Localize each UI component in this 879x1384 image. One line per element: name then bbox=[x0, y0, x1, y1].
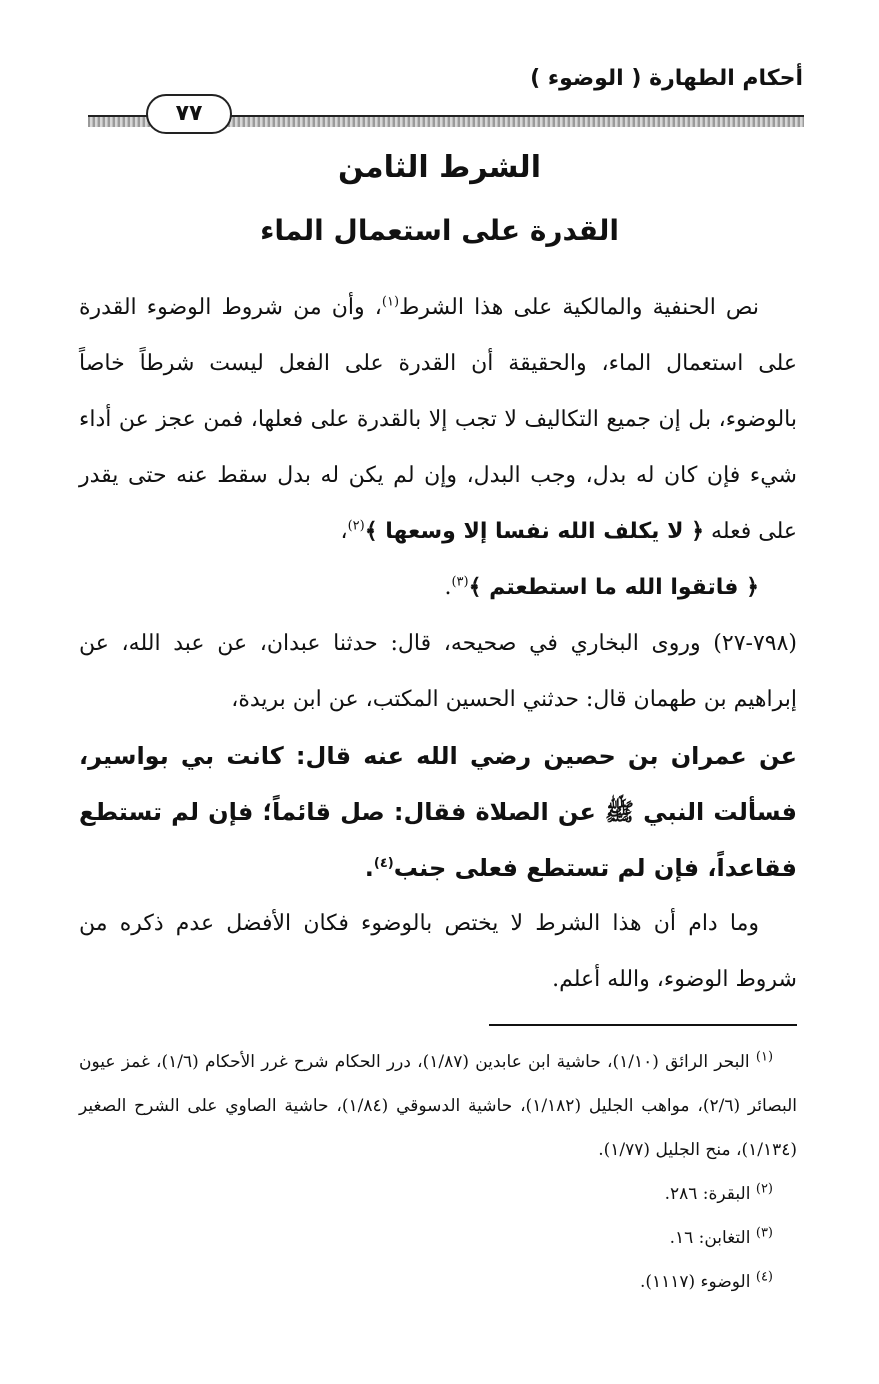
footnote-item bbox=[79, 1172, 797, 1216]
isnad-paragraph: (٧٩٨-٢٧) وروى البخاري في صحيحه، قال: حدثنا عبدان، عن عبد الله، عن إبراهيم بن طهمان قال: حدثني الحسين المكتب، عن ابن بريدة، bbox=[79, 631, 797, 712]
punctuation: . bbox=[364, 854, 374, 882]
footnote-number: (٣) bbox=[755, 1225, 773, 1241]
page-number: ٧٧ bbox=[146, 94, 232, 134]
footnotes bbox=[79, 1040, 797, 1304]
running-title: أحكام الطهارة ( الوضوء ) bbox=[530, 66, 803, 91]
footnote-rule bbox=[489, 1024, 797, 1026]
paragraph-text: نص الحنفية والمالكية على هذا الشرط bbox=[399, 295, 760, 320]
footnote-number: (٤) bbox=[755, 1269, 773, 1285]
footnote-text: البحر الرائق (١/١٠)، حاشية ابن عابدين (١/٨٧)، درر الحكام شرح غرر الأحكام (١/٦)، غمز عيون البصائر (٢/٦)، مواهب الجليل (١/١٨٢)، حاشية الدسوقي (١/٨٤)، حاشية الصاوي على الشرح الصغير (١/١٣٤)، منح الجليل (١/٧٧). bbox=[79, 1052, 797, 1160]
quran-verse: ﴿ فاتقوا الله ما استطعتم ﴾ bbox=[468, 575, 759, 600]
subsection-heading: القدرة على استعمال الماء bbox=[260, 214, 619, 247]
paragraph-condition bbox=[79, 280, 797, 560]
footnote-number: (١) bbox=[755, 1049, 774, 1065]
footnote-marker: (٤) bbox=[373, 856, 394, 871]
footnote-text: البقرة: ٢٨٦. bbox=[664, 1184, 751, 1204]
conclusion-paragraph: وما دام أن هذا الشرط لا يختص بالوضوء فكان الأفضل عدم ذكره من شروط الوضوء، والله أعلم. bbox=[79, 911, 797, 992]
footnote-marker: (٢) bbox=[347, 518, 365, 534]
hadith-body: عن عمران بن حصين رضي الله عنه قال: كانت بي بواسير، فسألت النبي ﷺ عن الصلاة فقال: صل قائماً؛ فإن لم تستطع فقاعداً، فإن لم تستطع فعلى جنب bbox=[79, 742, 797, 882]
footnote-marker: (١) bbox=[381, 294, 400, 310]
body-text bbox=[79, 280, 797, 1008]
punctuation: . bbox=[444, 575, 452, 600]
footnote-item bbox=[79, 1216, 797, 1260]
section-heading: الشرط الثامن bbox=[338, 150, 541, 185]
footnote-text: الوضوء (١١١٧). bbox=[639, 1272, 751, 1292]
paragraph-text: ، وأن من شروط الوضوء القدرة على استعمال الماء، والحقيقة أن القدرة على الفعل ليست شرطاً خاصاً بالوضوء، بل إن جميع التكاليف لا تجب إلا بالقدرة على فعلها، فمن عجز عن أداء شيء فإن كان له بدل، وجب البدل، وإن لم يكن له بدل سقط عنه حتى يقدر على فعله bbox=[79, 295, 797, 544]
footnote-text: التغابن: ١٦. bbox=[669, 1228, 751, 1248]
quran-verse: ﴿ لا يكلف الله نفسا إلا وسعها ﴾ bbox=[364, 519, 705, 544]
footnote-item bbox=[79, 1040, 797, 1172]
footnote-number: (٢) bbox=[755, 1181, 773, 1197]
punctuation: ، bbox=[340, 519, 348, 544]
footnote-item bbox=[79, 1260, 797, 1304]
hadith-text bbox=[79, 728, 797, 896]
footnote-marker: (٣) bbox=[451, 574, 469, 590]
verse-line bbox=[79, 560, 797, 616]
